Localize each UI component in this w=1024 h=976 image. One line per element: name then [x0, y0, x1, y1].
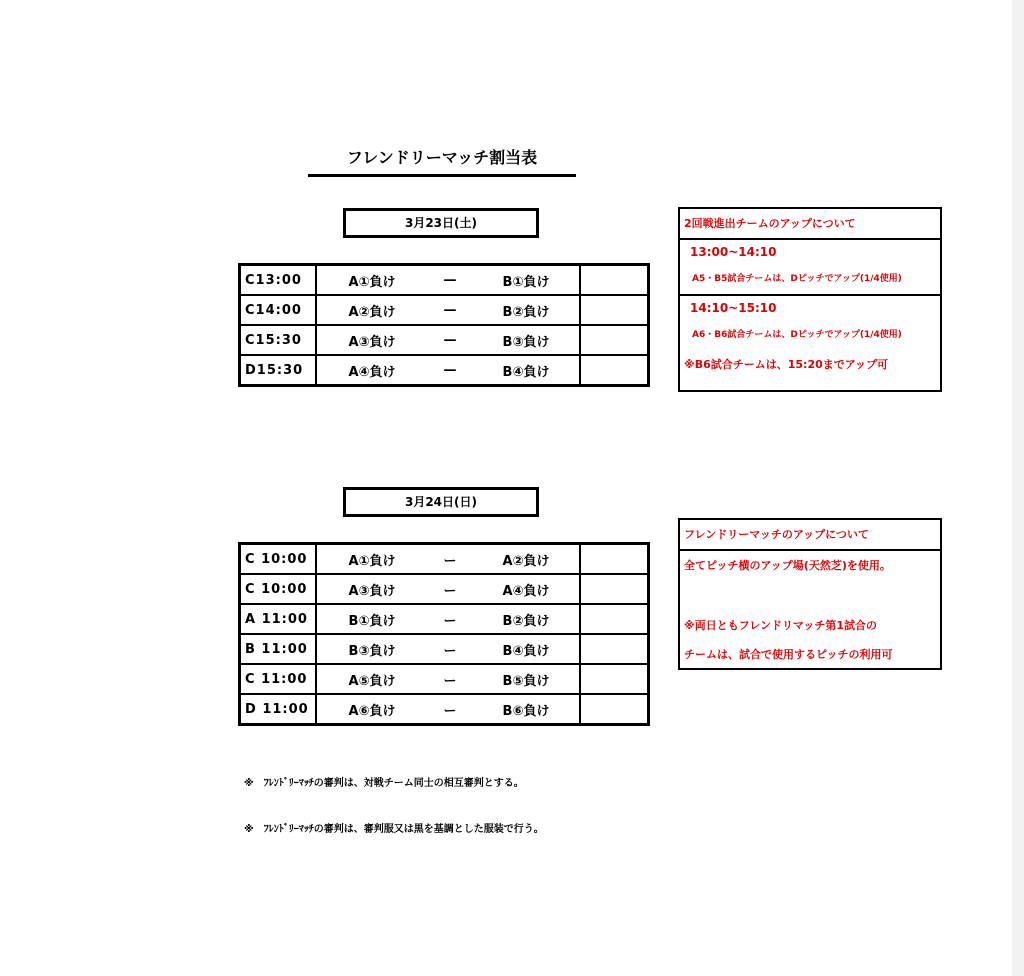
note-section-slot2	[680, 296, 940, 380]
warmup-note-friendly	[678, 518, 942, 670]
footnote-referee-mutual: ※ ﾌﾚﾝﾄﾞﾘｰﾏｯﾁの審判は、対戦チーム同士の相互審判とする。	[244, 778, 524, 789]
match-time: C15:30	[240, 325, 317, 355]
empty-cell	[580, 544, 649, 575]
home-team: B①負け	[348, 613, 396, 629]
vs-dash: ー	[443, 613, 457, 629]
match-time: C14:00	[240, 295, 317, 325]
home-team: A③負け	[348, 334, 396, 350]
empty-cell	[580, 265, 649, 296]
note-line: 全てピッチ横のアップ場(天然芝)を使用。	[684, 559, 891, 572]
table-row	[240, 604, 649, 634]
footnote-referee-attire: ※ ﾌﾚﾝﾄﾞﾘｰﾏｯﾁの審判は、審判服又は黒を基調とした服装で行う。	[244, 824, 544, 835]
home-team: A③負け	[348, 583, 396, 599]
match-cell	[316, 664, 580, 694]
vs-dash: —	[443, 332, 457, 348]
note-section-slot1	[680, 240, 940, 296]
empty-cell	[580, 604, 649, 634]
schedule-table-day1	[238, 263, 650, 387]
note-spacer	[680, 581, 940, 611]
home-team: A①負け	[348, 553, 396, 569]
date-label-day1: 3月23日(土)	[343, 208, 539, 238]
match-time: C13:00	[240, 265, 317, 296]
away-team: B④負け	[502, 643, 550, 659]
away-team: B①負け	[502, 274, 550, 290]
empty-cell	[580, 355, 649, 386]
match-time: C 10:00	[240, 574, 317, 604]
table-row	[240, 694, 649, 725]
slot-text: A5・B5試合チームは、Dピッチでアップ(1/4使用)	[692, 274, 902, 284]
table-row	[240, 664, 649, 694]
match-cell	[316, 265, 580, 296]
home-team: A①負け	[348, 274, 396, 290]
match-time: D15:30	[240, 355, 317, 386]
empty-cell	[580, 634, 649, 664]
match-time: B 11:00	[240, 634, 317, 664]
table-row	[240, 544, 649, 575]
away-team: B②負け	[502, 304, 550, 320]
match-cell	[316, 325, 580, 355]
vs-dash: ー	[443, 703, 457, 719]
note-line: ※両日ともフレンドリマッチ第1試合の	[684, 619, 877, 632]
away-team: A④負け	[502, 583, 550, 599]
empty-cell	[580, 325, 649, 355]
home-team: B③負け	[348, 643, 396, 659]
away-team: B③負け	[502, 334, 550, 350]
away-team: B⑤負け	[502, 673, 550, 689]
table-row	[240, 325, 649, 355]
match-cell	[316, 694, 580, 725]
away-team: B④負け	[502, 364, 550, 380]
match-time: C 10:00	[240, 544, 317, 575]
vs-dash: —	[443, 362, 457, 378]
empty-cell	[580, 664, 649, 694]
match-time: A 11:00	[240, 604, 317, 634]
slot-time: 14:10~15:10	[690, 301, 777, 315]
vs-dash: —	[443, 302, 457, 318]
empty-cell	[580, 574, 649, 604]
match-cell	[316, 295, 580, 325]
vs-dash: ー	[443, 673, 457, 689]
note-header: フレンドリーマッチのアップについて	[680, 520, 940, 551]
match-cell	[316, 634, 580, 664]
schedule-table-day2	[238, 542, 650, 726]
match-cell	[316, 574, 580, 604]
slot-extra: ※B6試合チームは、15:20までアップ可	[684, 358, 888, 371]
note-line: チームは、試合で使用するピッチの利用可	[684, 648, 893, 661]
table-row	[240, 265, 649, 296]
match-time: D 11:00	[240, 694, 317, 725]
table-row	[240, 355, 649, 386]
vs-dash: —	[443, 272, 457, 288]
page-title: フレンドリーマッチ割当表	[308, 144, 576, 177]
match-cell	[316, 604, 580, 634]
table-row	[240, 574, 649, 604]
table-row	[240, 634, 649, 664]
away-team: B⑥負け	[502, 703, 550, 719]
note-header: 2回戦進出チームのアップについて	[680, 209, 940, 240]
page-edge	[1012, 0, 1024, 976]
empty-cell	[580, 295, 649, 325]
home-team: A⑥負け	[348, 703, 396, 719]
empty-cell	[580, 694, 649, 725]
home-team: A②負け	[348, 304, 396, 320]
match-cell	[316, 355, 580, 386]
match-time: C 11:00	[240, 664, 317, 694]
vs-dash: ー	[443, 643, 457, 659]
table-row	[240, 295, 649, 325]
match-cell	[316, 544, 580, 575]
away-team: A②負け	[502, 553, 550, 569]
warmup-note-round2	[678, 207, 942, 392]
vs-dash: ー	[443, 553, 457, 569]
away-team: B②負け	[502, 613, 550, 629]
date-label-day2: 3月24日(日)	[343, 487, 539, 517]
home-team: A⑤負け	[348, 673, 396, 689]
slot-text: A6・B6試合チームは、Dピッチでアップ(1/4使用)	[692, 330, 902, 340]
vs-dash: ー	[443, 583, 457, 599]
slot-time: 13:00~14:10	[690, 245, 777, 259]
home-team: A④負け	[348, 364, 396, 380]
